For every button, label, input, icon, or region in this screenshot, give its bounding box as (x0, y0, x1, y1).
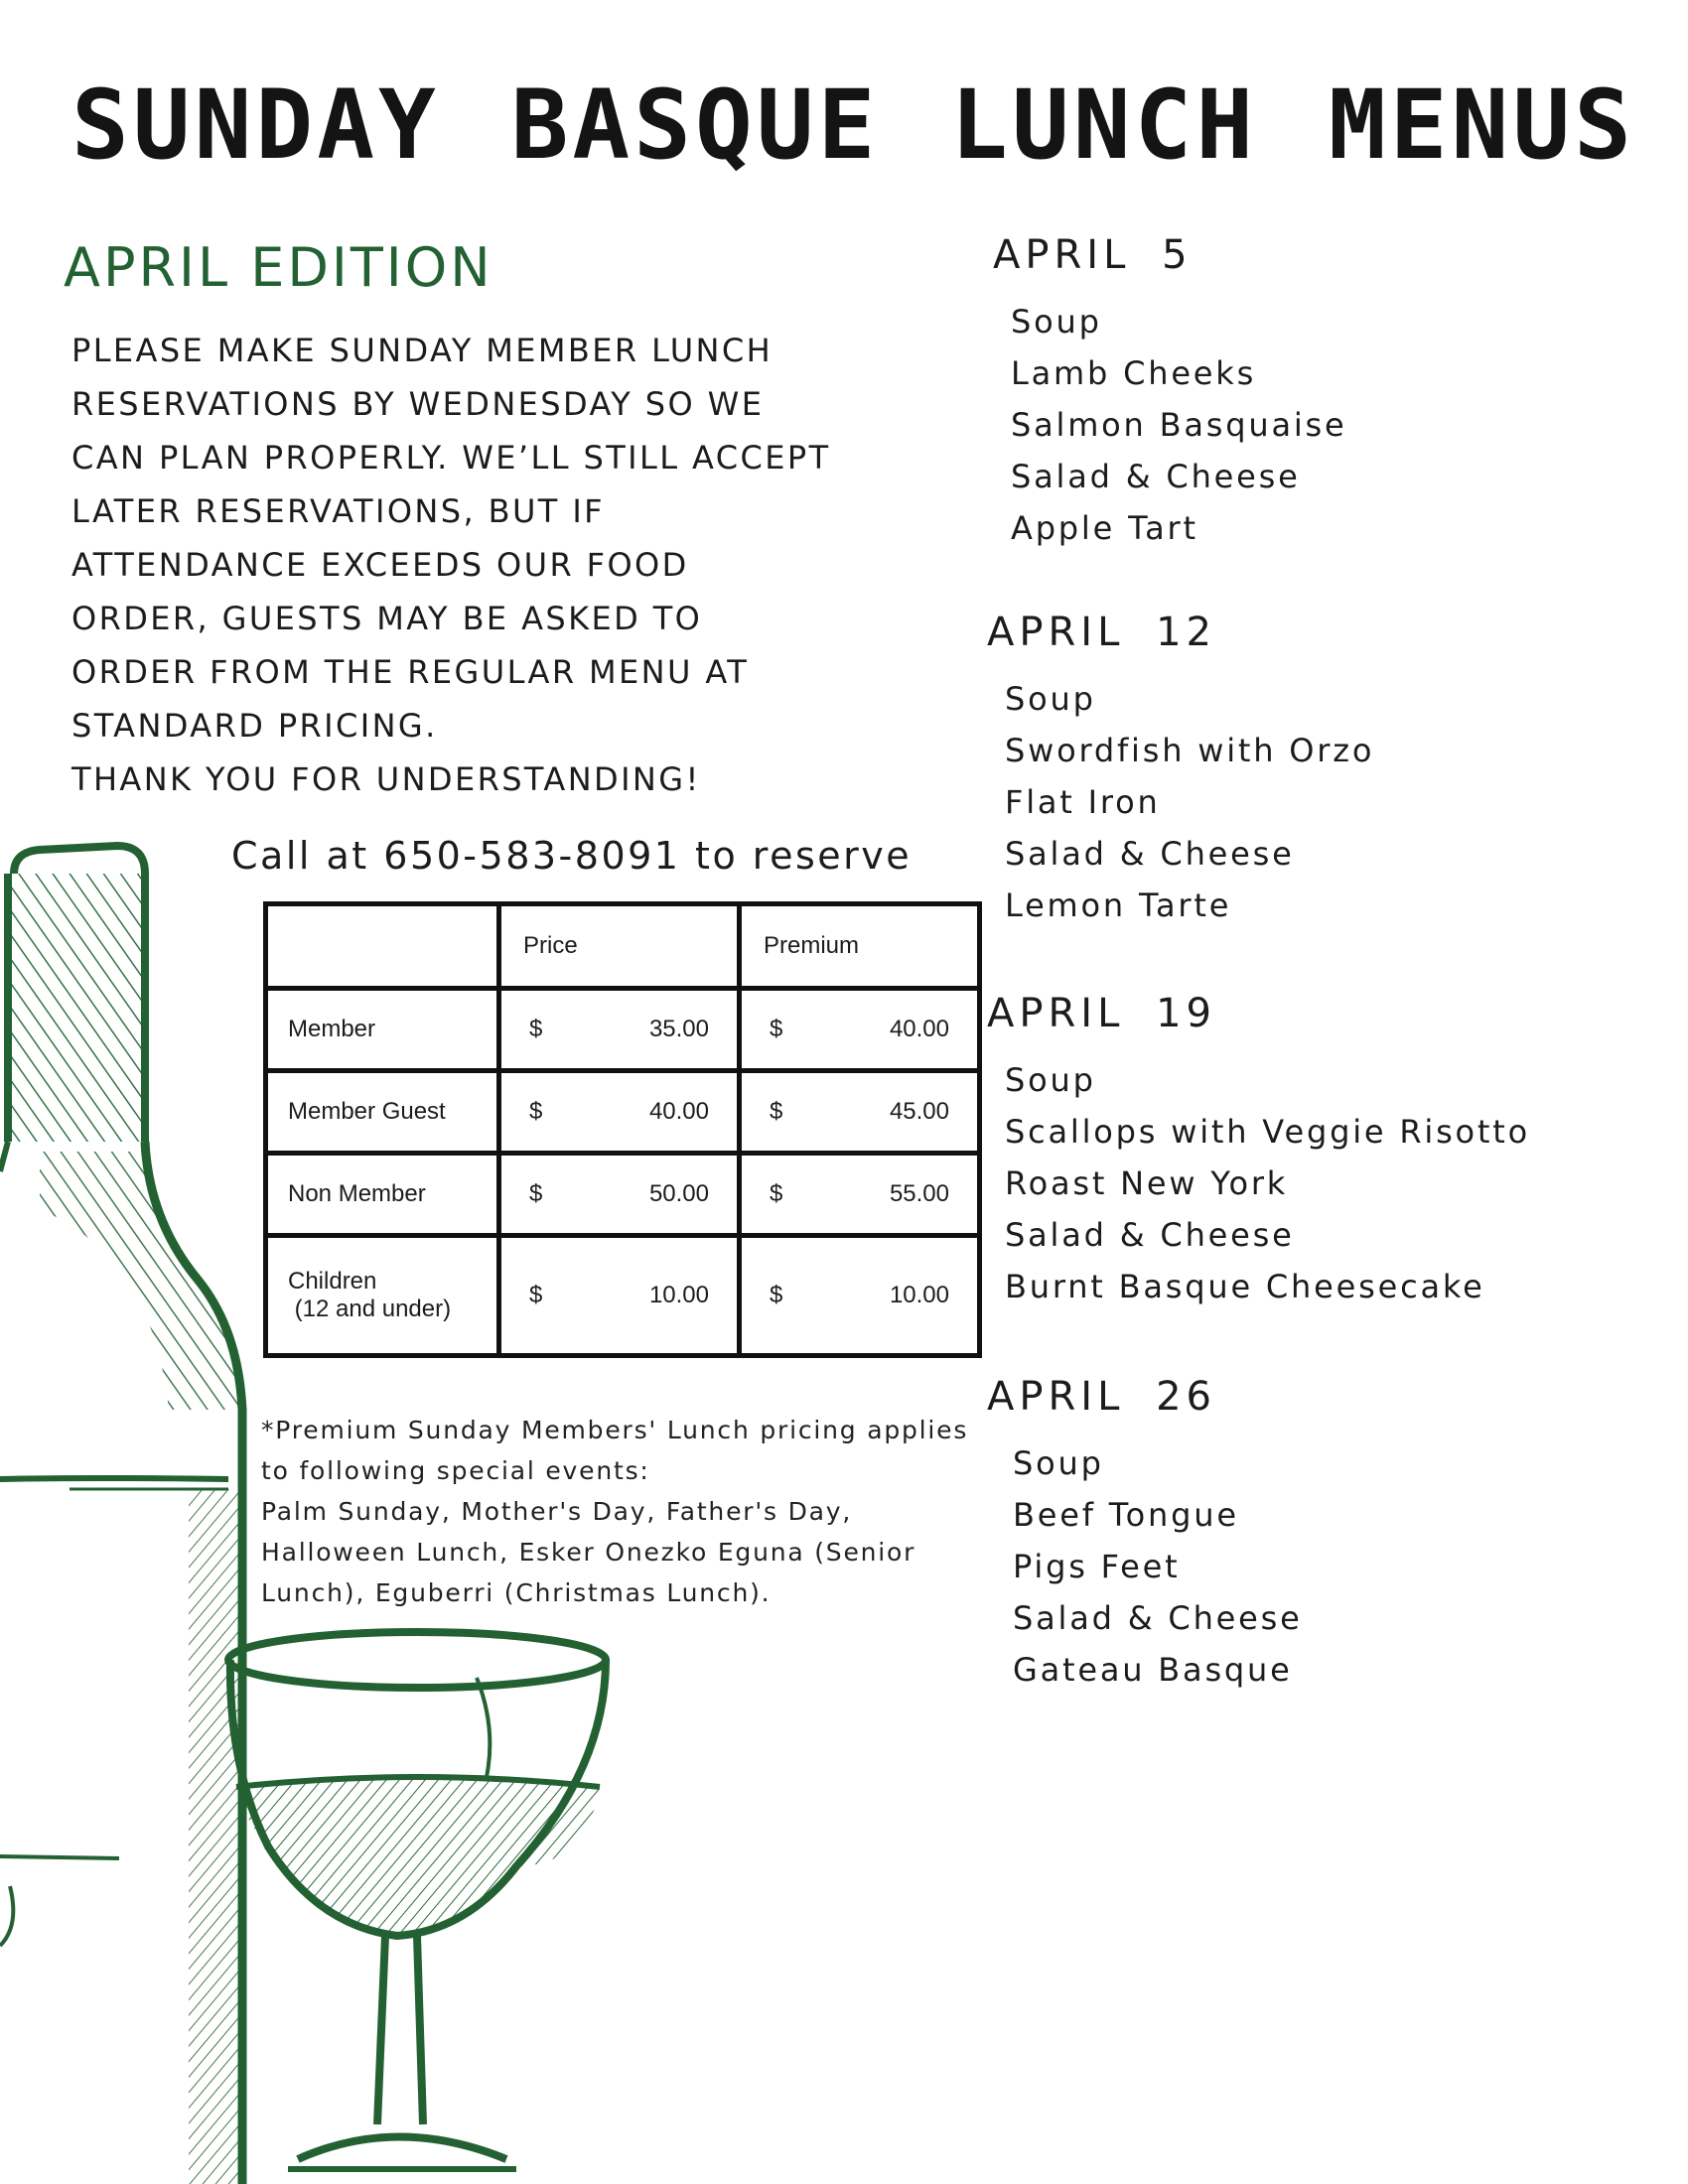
notice-line: ORDER FROM THE REGULAR MENU AT (71, 653, 750, 691)
menu-april-5 (993, 232, 1688, 554)
row-label-sub: (12 and under) (288, 1296, 452, 1322)
currency-symbol: $ (529, 1098, 543, 1125)
menu-item: Pigs Feet (1013, 1548, 1181, 1585)
menu-item: Flat Iron (1005, 783, 1161, 821)
row-label (266, 1236, 499, 1356)
notice-line: THANK YOU FOR UNDERSTANDING! (71, 760, 701, 798)
currency-symbol: $ (529, 1180, 543, 1207)
notice-line: STANDARD PRICING. (71, 707, 438, 745)
table-row (266, 1071, 980, 1154)
menu-april-12 (987, 610, 1682, 931)
menu-date: APRIL 19 (987, 991, 1216, 1036)
menu-date: APRIL 12 (987, 610, 1216, 655)
footnote-line: *Premium Sunday Members' Lunch pricing applies (261, 1416, 969, 1444)
menu-item: Soup (1013, 1444, 1104, 1482)
price-cell (499, 1236, 740, 1356)
price-value: 50.00 (648, 1180, 709, 1207)
menu-items (987, 1054, 1682, 1312)
menu-item: Burnt Basque Cheesecake (1005, 1268, 1485, 1305)
table-row (266, 1154, 980, 1236)
header-cell-blank (266, 904, 499, 989)
menu-items (993, 296, 1688, 554)
price-value: 40.00 (648, 1098, 709, 1125)
premium-value: 45.00 (889, 1098, 949, 1125)
menu-item: Salad & Cheese (1005, 1216, 1295, 1254)
menu-date: APRIL 5 (993, 232, 1193, 278)
table-header-row (266, 904, 980, 989)
premium-value: 40.00 (889, 1016, 949, 1042)
page-title: SUNDAY BASQUE LUNCH MENUS (71, 69, 1635, 181)
menu-items (987, 673, 1682, 931)
premium-cell (740, 1236, 980, 1356)
menu-item: Salad & Cheese (1011, 458, 1301, 495)
currency-symbol: $ (529, 1016, 543, 1042)
currency-symbol: $ (770, 1180, 783, 1207)
premium-cell (740, 1154, 980, 1236)
menu-item: Apple Tart (1011, 509, 1198, 547)
reservation-notice (71, 324, 866, 806)
premium-cell (740, 989, 980, 1071)
menu-date: APRIL 26 (987, 1374, 1216, 1420)
premium-cell (740, 1071, 980, 1154)
pricing-table (263, 901, 982, 1358)
menu-item: Gateau Basque (1013, 1651, 1293, 1689)
row-label: Non Member (266, 1154, 499, 1236)
premium-value: 55.00 (889, 1180, 949, 1207)
menu-item: Salad & Cheese (1005, 835, 1295, 873)
menu-item: Roast New York (1005, 1164, 1289, 1202)
menu-item: Beef Tongue (1013, 1496, 1239, 1534)
notice-line: CAN PLAN PROPERLY. WE’LL STILL ACCEPT (71, 439, 831, 477)
price-value: 10.00 (648, 1282, 709, 1308)
row-label: Member Guest (266, 1071, 499, 1154)
wine-bottle-icon (0, 846, 242, 2184)
notice-line: RESERVATIONS BY WEDNESDAY SO WE (71, 385, 765, 423)
menu-april-19 (987, 991, 1682, 1312)
call-to-reserve: Call at 650-583-8091 to reserve (231, 834, 913, 878)
currency-symbol: $ (770, 1282, 783, 1308)
menu-items (987, 1437, 1682, 1696)
menu-item: Soup (1005, 1061, 1096, 1099)
footnote-line: Lunch), Eguberri (Christmas Lunch). (261, 1578, 772, 1607)
premium-value: 10.00 (889, 1282, 949, 1308)
menu-item: Scallops with Veggie Risotto (1005, 1113, 1531, 1151)
notice-line: ORDER, GUESTS MAY BE ASKED TO (71, 600, 703, 637)
price-value: 35.00 (648, 1016, 709, 1042)
header-cell-price: Price (499, 904, 740, 989)
header-cell-premium: Premium (740, 904, 980, 989)
table-row (266, 1236, 980, 1356)
notice-line: LATER RESERVATIONS, BUT IF (71, 492, 605, 530)
currency-symbol: $ (529, 1282, 543, 1308)
notice-line: ATTENDANCE EXCEEDS OUR FOOD (71, 546, 689, 584)
menu-item: Salmon Basquaise (1011, 406, 1347, 444)
footnote-line: to following special events: (261, 1456, 650, 1485)
price-cell (499, 1071, 740, 1154)
premium-footnote (261, 1410, 969, 1613)
menu-item: Soup (1005, 680, 1096, 718)
table-row (266, 989, 980, 1071)
currency-symbol: $ (770, 1016, 783, 1042)
wine-glass-icon (228, 1632, 606, 2169)
menu-item: Lemon Tarte (1005, 887, 1232, 924)
footnote-line: Palm Sunday, Mother's Day, Father's Day, (261, 1497, 853, 1526)
price-cell (499, 989, 740, 1071)
menu-item: Swordfish with Orzo (1005, 732, 1375, 769)
menu-april-26 (987, 1374, 1682, 1696)
currency-symbol: $ (770, 1098, 783, 1125)
menu-item: Soup (1011, 303, 1102, 341)
edition-heading: APRIL EDITION (64, 236, 493, 299)
price-cell (499, 1154, 740, 1236)
row-label-main: Children (288, 1268, 377, 1295)
notice-line: PLEASE MAKE SUNDAY MEMBER LUNCH (71, 332, 774, 369)
menu-item: Salad & Cheese (1013, 1599, 1303, 1637)
menu-item: Lamb Cheeks (1011, 354, 1257, 392)
footnote-line: Halloween Lunch, Esker Onezko Eguna (Senior (261, 1538, 916, 1567)
row-label: Member (266, 989, 499, 1071)
